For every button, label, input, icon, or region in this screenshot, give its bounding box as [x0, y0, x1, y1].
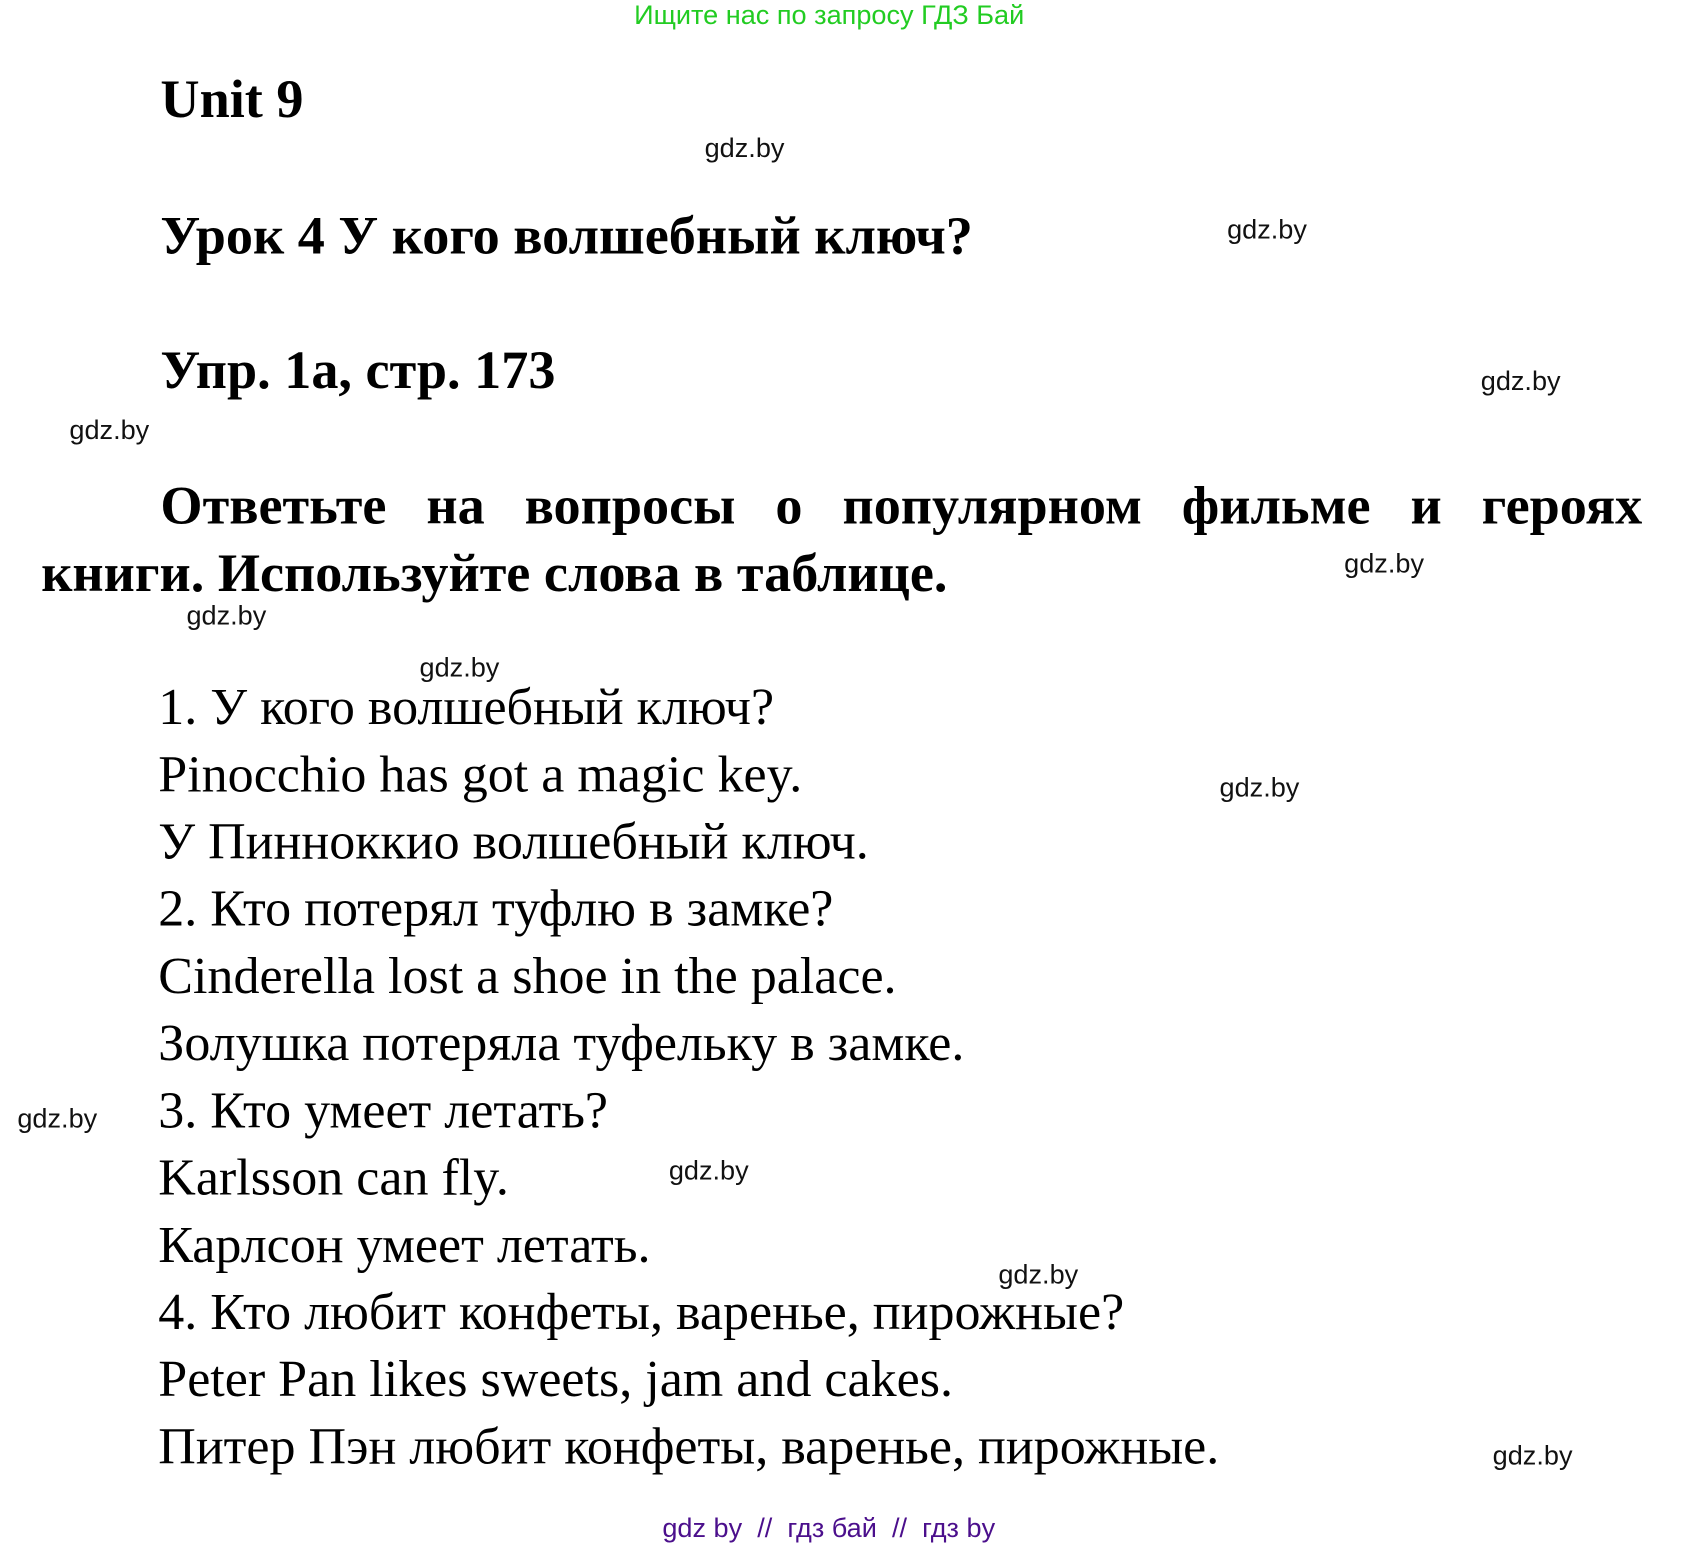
watermark: gdz.by [1227, 214, 1307, 245]
answer-line: 4. Кто любит конфеты, варенье, пирожные? [158, 1283, 1125, 1341]
answer-line: Pinocchio has got a magic key. [158, 745, 803, 804]
watermark: gdz.by [1492, 1440, 1573, 1471]
answer-line: У Пинноккио волшебный ключ. [158, 813, 869, 871]
task-instruction-line-2: книги. Используйте слова в таблице. [41, 542, 948, 603]
answer-line: Карлсон умеет летать. [158, 1216, 651, 1274]
watermark: gdz.by [704, 133, 785, 164]
answers-list [158, 674, 1219, 1480]
answer-line: 2. Кто потерял туфлю в замке? [158, 880, 834, 938]
footer-watermark: gdz by // гдз бай // гдз by [662, 1513, 996, 1544]
search-banner: Ищите нас по запросу ГДЗ Бай [634, 0, 1025, 31]
lesson-title: Урок 4 У кого волшебный ключ? [160, 204, 973, 266]
watermark: gdz.by [69, 415, 150, 446]
answer-line: 3. Кто умеет летать? [158, 1081, 609, 1140]
watermark: gdz.by [17, 1103, 98, 1134]
watermark: gdz.by [186, 600, 267, 631]
watermark: gdz.by [1480, 366, 1561, 397]
watermark: gdz.by [419, 652, 500, 683]
watermark: gdz.by [1344, 548, 1425, 579]
watermark: gdz.by [1219, 772, 1300, 804]
answer-line: Cinderella lost a shoe in the palace. [158, 947, 897, 1005]
answer-line: 1. У кого волшебный ключ? [158, 678, 775, 737]
watermark: gdz.by [668, 1155, 749, 1186]
answer-line: Karlsson can fly. [158, 1149, 509, 1207]
unit-title: Unit 9 [160, 68, 304, 129]
watermark: gdz.by [998, 1259, 1079, 1290]
exercise-title: Упр. 1a, стр. 173 [160, 339, 556, 400]
answer-line: Peter Pan likes sweets, jam and cakes. [158, 1350, 953, 1409]
task-instruction-line-1: Ответьте на вопросы о популярном фильме и героях [160, 474, 1643, 536]
answer-line: Питер Пэн любит конфеты, варенье, пирожные. [158, 1417, 1220, 1476]
answer-line: Золушка потеряла туфельку в замке. [158, 1014, 965, 1073]
